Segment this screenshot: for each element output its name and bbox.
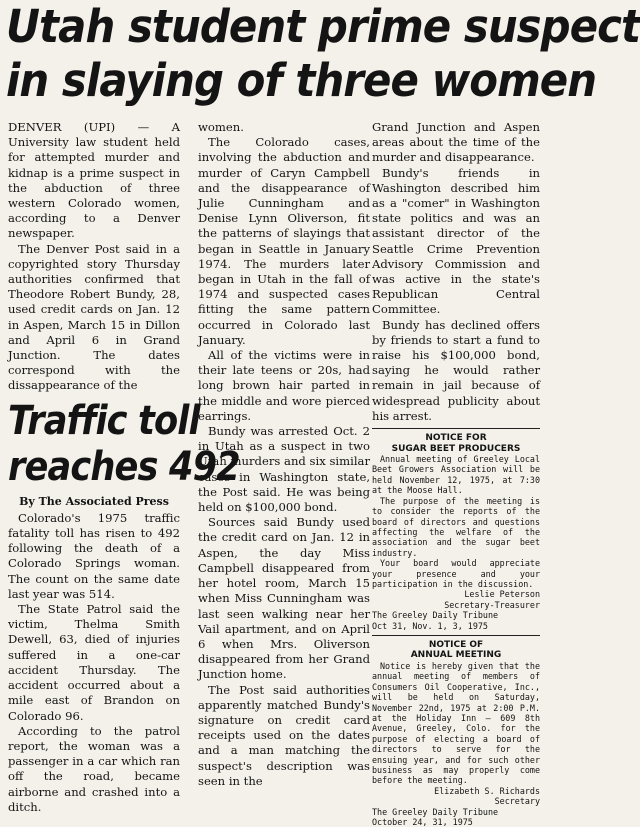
article-paragraph: women. [198,120,244,134]
article-paragraph: The Denver Post said in a copyrighted story Thursday authorities confirmed that Theodore Robert Bundy, 28, used credit cards on Jan. 12 in Aspen, March 15 in Dillon and April 6 in Grand Junction. The dates correspond with the dissappearance of the [8,241,180,393]
notice-signature-title: Secretary-Treasurer [444,599,540,610]
notice-text: Your board would appreciate your presence and your participation in the discussion. [372,558,540,589]
article-paragraph: All of the victims were in their late teens or 20s, had long brown hair parted in the middle and wore pierced earrings. [198,348,370,423]
traffic-headline-line-2: reaches 492 [8,443,240,490]
article-paragraph: The Post said authorities apparently matched Bundy's signature on credit card receipts used on the dates and a man matching the suspect's description was seen in the [198,682,370,788]
notice-text: Notice is hereby given that the annual meeting of members of Consumers Oil Cooperative, Inc., will be held on Saturday, November 22nd, 1975 at 2:00 P.M. at the Holiday Inn — 609 8th Avenue, Greeley, Colo. for the purpose of electing a board of directors to serve for the ensuing year, and for such other business as may properly come before the meeting. [372,660,540,786]
article-paragraph: Bundy has declined offers by friends to start a fund to raise his $100,000 bond, saying he would rather remain in jail because of widespread publicity about his arrest. [372,317,540,423]
traffic-paragraph: Colorado's 1975 traffic fatality toll has risen to 492 following the death of a Colorado Springs woman. The count on the same date last year was 514. [8,510,180,601]
notice-text: Annual meeting of Greeley Local Beet Growers Association will be held November 12, 1975, at 7:30 at the Moose Hall. [372,454,540,496]
traffic-paragraph: According to the patrol report, the woman was a passenger in a car which ran off the road, became airborne and crashed into a ditch. [8,723,180,814]
article-paragraph: Bundy's friends in Washington described him as a "comer" in Washington state politics and was an assistant director of the Seattle Crime Prevention Advisory Commission and was active in the state's Republican Central Committee. [372,165,540,317]
notice-publication-dates: Oct 31, Nov. 1, 3, 1975 [372,620,488,631]
article-paragraph: The Colorado cases, involving the abduction and murder of Caryn Campbell and the disappearance of Julie Cunningham and Denise Lynn Oliverson, fit the patterns of slayings that began in Seattle in January 1974. The murders later began in Utah in the fall of 1974 and suspected cases fitting the same pattern occurred in Colorado last January. [198,135,370,347]
article-paragraph: Grand Junction and Aspen areas about the time of the murder and disappearance. [372,120,540,165]
notice-signature-title: Secretary [494,796,540,807]
article-paragraph: Bundy was arrested Oct. 2 in Utah as a suspect in two Utah murders and six similar cases in Washington state, the Post said. He was being held on $100,000 bond. [198,424,370,515]
notice-publication: The Greeley Daily Tribune [372,806,499,817]
notice-publication: The Greeley Daily Tribune [372,610,499,621]
column-1 [8,120,240,815]
article-paragraph: DENVER (UPI) — A University law student held for attempted murder and kidnap is a prime suspect in the abduction of three western Colorado women, according to a Denver newspaper. [8,120,180,241]
column-3 [372,120,540,827]
notice-sugar-beet [372,433,540,631]
notice-text: The purpose of the meeting is to consider the reports of the board of directors and questions affecting the welfare of the association and the sugar beet industry. [372,495,540,558]
column-2 [198,120,370,789]
notice-annual-meeting [372,640,540,827]
notice-signature-name: Elizabeth S. Richards [434,785,540,796]
traffic-headline-line-1: Traffic toll [8,397,200,444]
notice-publication-dates: October 24, 31, 1975 [372,817,473,827]
headline-line-2: in slaying of three women [6,54,597,107]
headline [6,0,640,108]
traffic-headline [8,397,240,490]
headline-line-1: Utah student prime suspect [6,0,640,53]
article-paragraph: Sources said Bundy used the credit card on Jan. 12 in Aspen, the day Miss Campbell disappeared from her hotel room, March 15 when Miss Cunningham was last seen walking near her Vail apartment, and on April 6 when Mrs. Oliverson disappeared from her Grand Junction home. [198,515,370,682]
notice-title: SUGAR BEET PRODUCERS [391,443,521,454]
notice-title: NOTICE OF [428,639,484,650]
divider [372,428,540,429]
traffic-paragraph: The State Patrol said the victim, Thelma Smith Dewell, 63, died of injuries suffered in a one-car accident Thursday. The accident occurred about a mile east of Brandon on Colorado 96. [8,602,180,723]
byline: By The Associated Press [19,494,169,508]
notice-title: ANNUAL MEETING [410,650,502,661]
notice-signature-name: Leslie Peterson [464,589,540,600]
divider [372,635,540,636]
notice-title: NOTICE FOR [425,433,487,444]
